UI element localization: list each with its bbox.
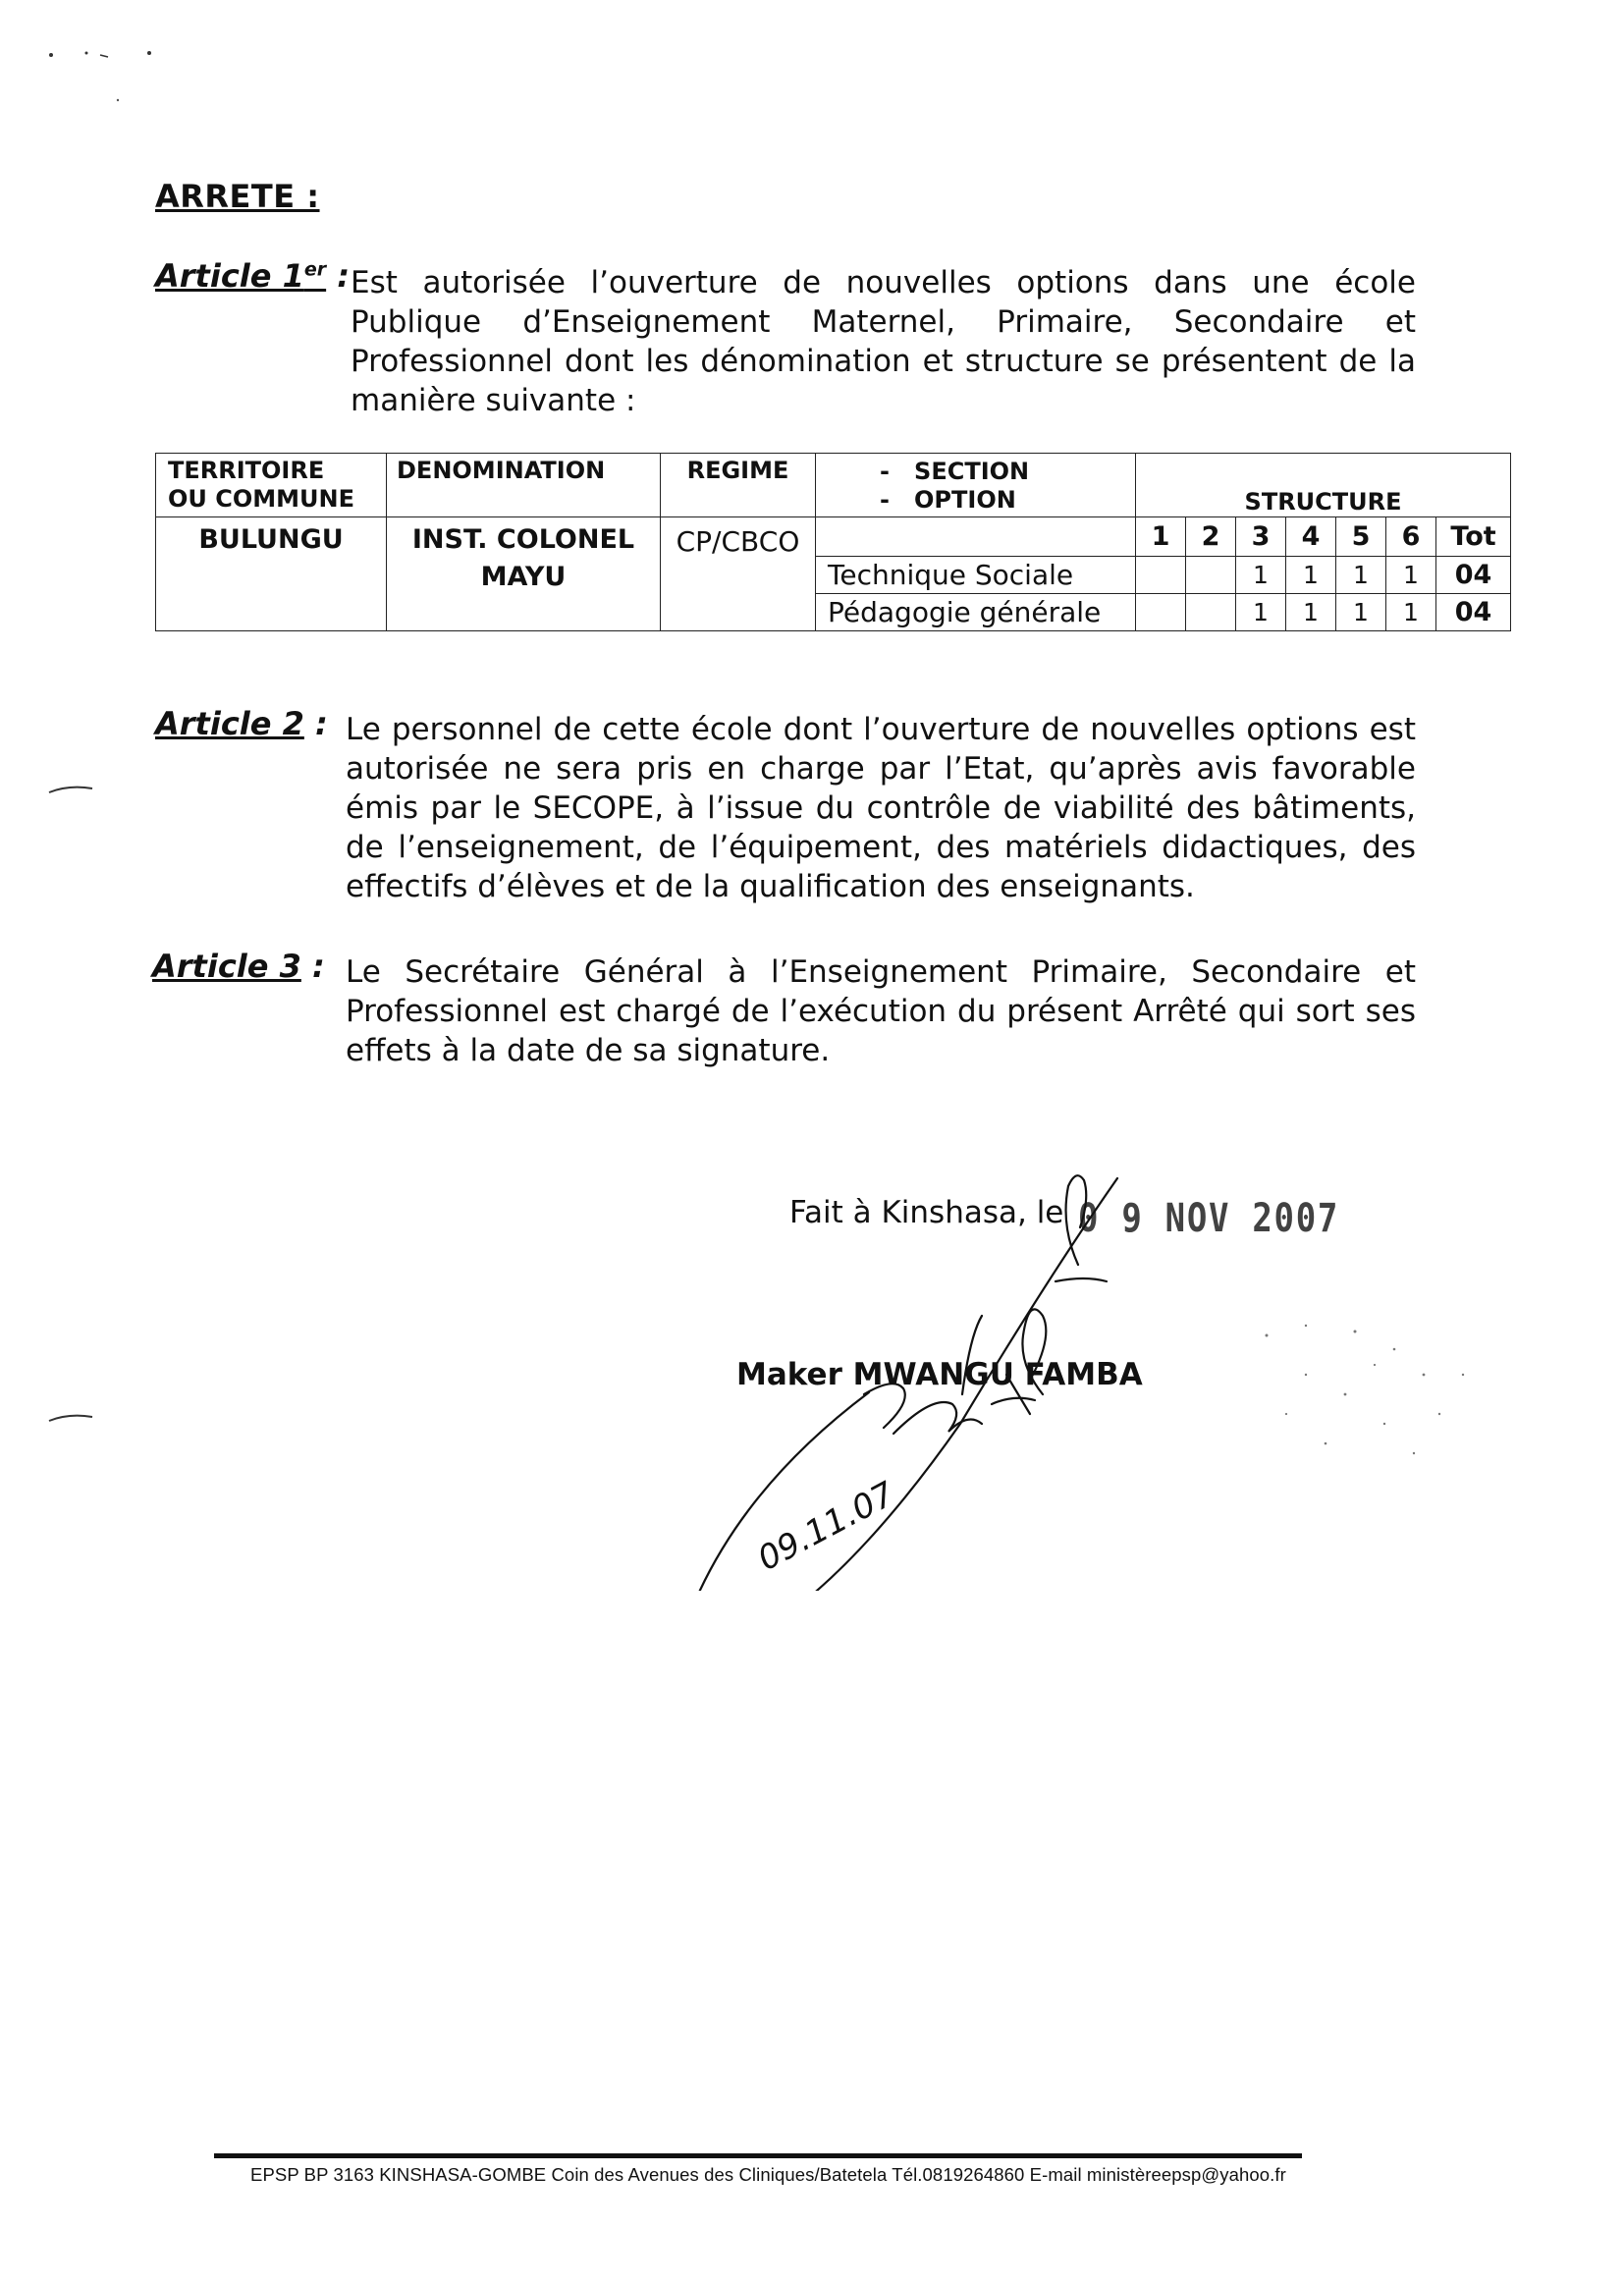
row-1-col-2 — [1186, 557, 1236, 594]
row-1-col-1 — [1136, 557, 1186, 594]
article-3-label: Article 3 : — [152, 948, 325, 985]
row-2-col-1 — [1136, 594, 1186, 631]
col-header-4: 4 — [1286, 517, 1336, 557]
row-2-total: 04 — [1436, 594, 1511, 631]
row-1-col-3: 1 — [1236, 557, 1286, 594]
faint-stamp — [1247, 1316, 1483, 1493]
header-denomination: DENOMINATION — [387, 454, 661, 517]
header-section-option: - SECTION - OPTION — [816, 454, 1136, 517]
margin-mark — [47, 781, 96, 800]
handwritten-signature — [668, 1139, 1198, 1591]
article-1-label: Article 1er : — [155, 257, 351, 295]
cell-denomination: INST. COLONEL MAYU — [387, 517, 661, 631]
cell-option-blank — [816, 517, 1136, 557]
row-2-col-3: 1 — [1236, 594, 1286, 631]
cell-territoire: BULUNGU — [156, 517, 387, 631]
row-2-col-5: 1 — [1336, 594, 1386, 631]
header-territoire: TERRITOIRE OU COMMUNE — [156, 454, 387, 517]
place-date: Fait à Kinshasa, le — [789, 1195, 1064, 1230]
row-1-col-4: 1 — [1286, 557, 1336, 594]
article-2-text: Le personnel de cette école dont l’ouverture de nouvelles options est autorisée ne sera pris en charge par l’Etat, qu’après avis favorable émis par le SECOPE, à l’issue du contrôle de viabilité des bâtiments, de l’enseignement, de l’équipement, des matériels didactiques, des effectifs d’élèves et de la qualification des enseignants. — [346, 712, 1416, 904]
signer-name: Maker MWANGU FAMBA — [736, 1357, 1143, 1392]
row-2-col-6: 1 — [1386, 594, 1436, 631]
row-1-col-5: 1 — [1336, 557, 1386, 594]
row-1-total: 04 — [1436, 557, 1511, 594]
option-name: Pédagogie générale — [816, 594, 1136, 631]
option-name: Technique Sociale — [816, 557, 1136, 594]
date-stamp: 0 9 NOV 2007 — [1078, 1196, 1340, 1241]
col-header-1: 1 — [1136, 517, 1186, 557]
arrete-heading: ARRETE : — [155, 178, 320, 215]
footer-address: EPSP BP 3163 KINSHASA-GOMBE Coin des Avenues des Cliniques/Batetela Tél.0819264860 E-mail ministèreepsp@yahoo.fr — [250, 2164, 1286, 2185]
article-1-text: Est autorisée l’ouverture de nouvelles options dans une école Publique d’Enseignement Maternel, Primaire, Secondaire et Professionnel dont les dénomination et structure se présentent de la manière suivante : — [351, 265, 1416, 418]
row-2-col-2 — [1186, 594, 1236, 631]
cell-regime: CP/CBCO — [661, 517, 816, 631]
article-3-text: Le Secrétaire Général à l’Enseignement Primaire, Secondaire et Professionnel est chargé de l’exécution du présent Arrêté qui sort ses effets à la date de sa signature. — [346, 954, 1416, 1068]
col-header-3: 3 — [1236, 517, 1286, 557]
col-header-tot: Tot — [1436, 517, 1511, 557]
margin-mark — [47, 1409, 96, 1429]
header-structure: STRUCTURE — [1136, 454, 1511, 517]
handwritten-date: 09.11.07 — [751, 1474, 901, 1579]
col-header-6: 6 — [1386, 517, 1436, 557]
col-header-2: 2 — [1186, 517, 1236, 557]
header-regime: REGIME — [661, 454, 816, 517]
row-1-col-6: 1 — [1386, 557, 1436, 594]
footer-rule — [214, 2153, 1302, 2158]
row-2-col-4: 1 — [1286, 594, 1336, 631]
article-2-label: Article 2 : — [155, 705, 328, 742]
col-header-5: 5 — [1336, 517, 1386, 557]
school-structure-table — [155, 453, 1511, 631]
scan-specks — [39, 39, 177, 118]
